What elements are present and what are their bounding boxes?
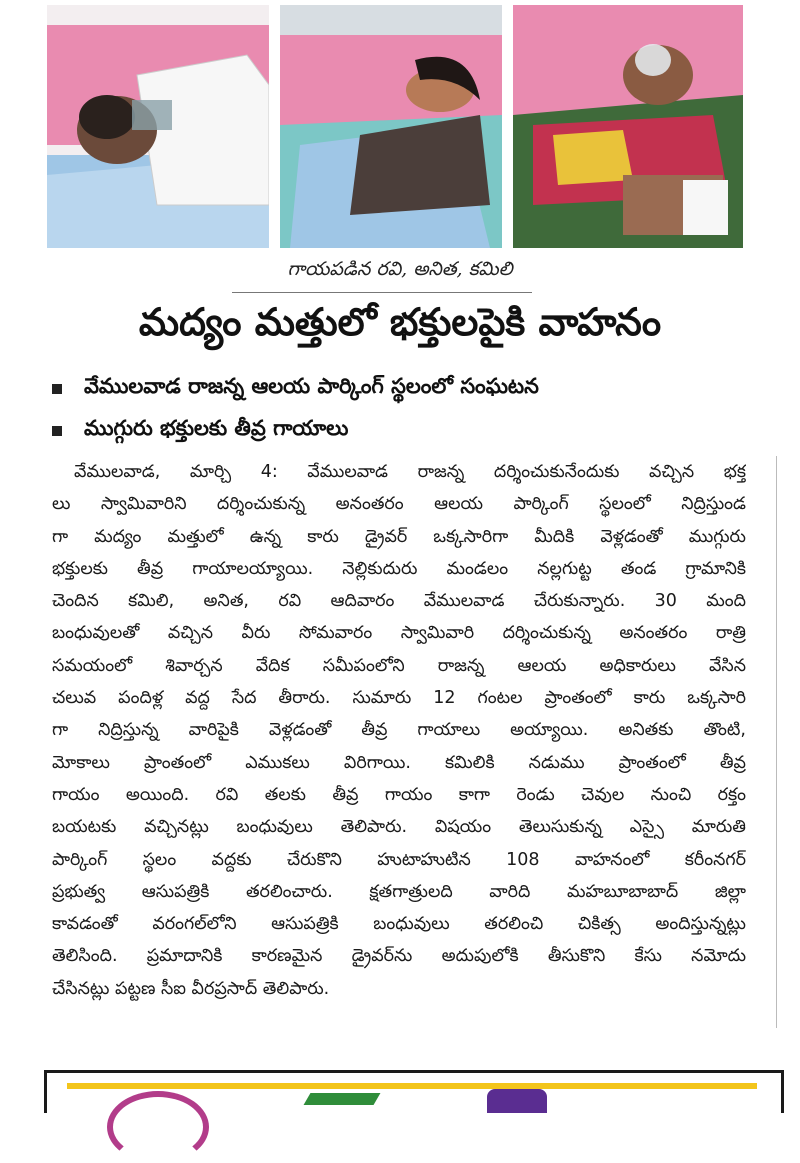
caption-rule [232,292,532,293]
body-line: లు స్వామివారిని దర్శించుకున్న అనంతరం ఆలయ పార్కింగ్ స్థలంలో నిద్రిస్తుండ [52,494,746,515]
body-line: చేసినట్లు పట్టణ సీఐ వీరప్రసాద్ తెలిపారు. [52,978,330,999]
body-line: భక్తులకు తీవ్ర గాయాలయ్యాయి. నెల్లికుదురు మండలం నల్లగుట్ట తండ గ్రామానికి [52,558,746,579]
photo-injured-ravi [47,5,269,248]
photo-strip [47,5,743,248]
subhead-text: వేములవాడ రాజన్న ఆలయ పార్కింగ్ స్థలంలో సంఘటన [84,374,539,398]
woman-lying-hospital-bed-icon [280,5,502,248]
headline: మద్యం మత్తులో భక్తులపైకి వాహనం [138,300,662,344]
advertisement-box [44,1070,784,1113]
body-line: తెలిసింది. ప్రమాదానికి కారణమైన డ్రైవర్‌ను అదుపులోకి తీసుకొని కేసు నమోదు [52,946,746,967]
elderly-woman-oxygen-mask-icon [513,5,743,248]
article-body [52,456,746,1005]
body-line: బంధువులతో వచ్చిన వీరు సోమవారం స్వామివారి దర్శించుకున్న అనంతరం రాత్రి [52,623,746,644]
body-line: గా మద్యం మత్తులో ఉన్న కారు డ్రైవర్ ఒక్కసారిగా మీదికి వెళ్లడంతో ముగ్గురు [52,526,746,547]
subhead-bullet [52,414,348,448]
column-rule [776,456,777,1028]
man-lying-hospital-bed-icon [47,5,269,248]
photo-injured-kamili [513,5,743,248]
body-line: బయటకు వచ్చినట్లు బంధువులు తెలిపారు. విషయం తెలుసుకున్న ఎస్సై మారుతి [52,817,746,838]
ad-green-mark-icon [304,1093,381,1105]
body-line: గా నిద్రిస్తున్న వారిపైకి వెళ్లడంతో తీవ్ర గాయాలు అయ్యాయి. అనితకు తొంటి, [52,720,746,741]
body-line: కావడంతో వరంగల్‌లోని ఆసుపత్రికి బంధువులు తరలించి చికిత్స అందిస్తున్నట్లు [52,914,746,935]
bullet-square-icon [52,384,62,394]
body-line: గాయం అయింది. రవి తలకు తీవ్ర గాయం కాగా రెండు చెవుల నుంచి రక్తం [52,784,746,805]
body-line: చలువ పందిళ్ల వద్ద సేద తీరారు. సుమారు 12 గంటల ప్రాంతంలో కారు ఒక్కసారి [52,688,746,709]
body-line: పార్కింగ్ స్థలం వద్దకు చేరుకొని హుటాహుటిన 108 వాహనంలో కరీంనగర్ [52,849,746,870]
subhead-bullet [52,372,539,406]
ad-purple-mark-icon [487,1089,547,1113]
body-line: వేములవాడ, మార్చి 4: వేములవాడ రాజన్న దర్శించుకునేందుకు వచ్చిన భక్త [74,462,746,482]
body-line: మోకాలు ప్రాంతంలో ఎముకలు విరిగాయి. కమిలికి నడుము ప్రాంతంలో తీవ్ర [52,752,746,773]
photo-injured-anitha [280,5,502,248]
bullet-square-icon [52,426,62,436]
body-line: సమయంలో శివార్చన వేదిక సమీపంలోని రాజన్న ఆలయ అధికారులు వేసిన [52,655,746,676]
photo-caption: గాయపడిన రవి, అనిత, కమిలి [287,258,513,280]
body-line: ప్రభుత్వ ఆసుపత్రికి తరలించారు. క్షతగాత్రులది వారిది మహబూబాబాద్ జిల్లా [52,881,746,902]
subhead-text: ముగ్గురు భక్తులకు తీవ్ర గాయాలు [84,416,349,440]
body-line: చెందిన కమిలి, అనిత, రవి ఆదివారం వేములవాడ చేరుకున్నారు. 30 మంది [52,591,746,612]
